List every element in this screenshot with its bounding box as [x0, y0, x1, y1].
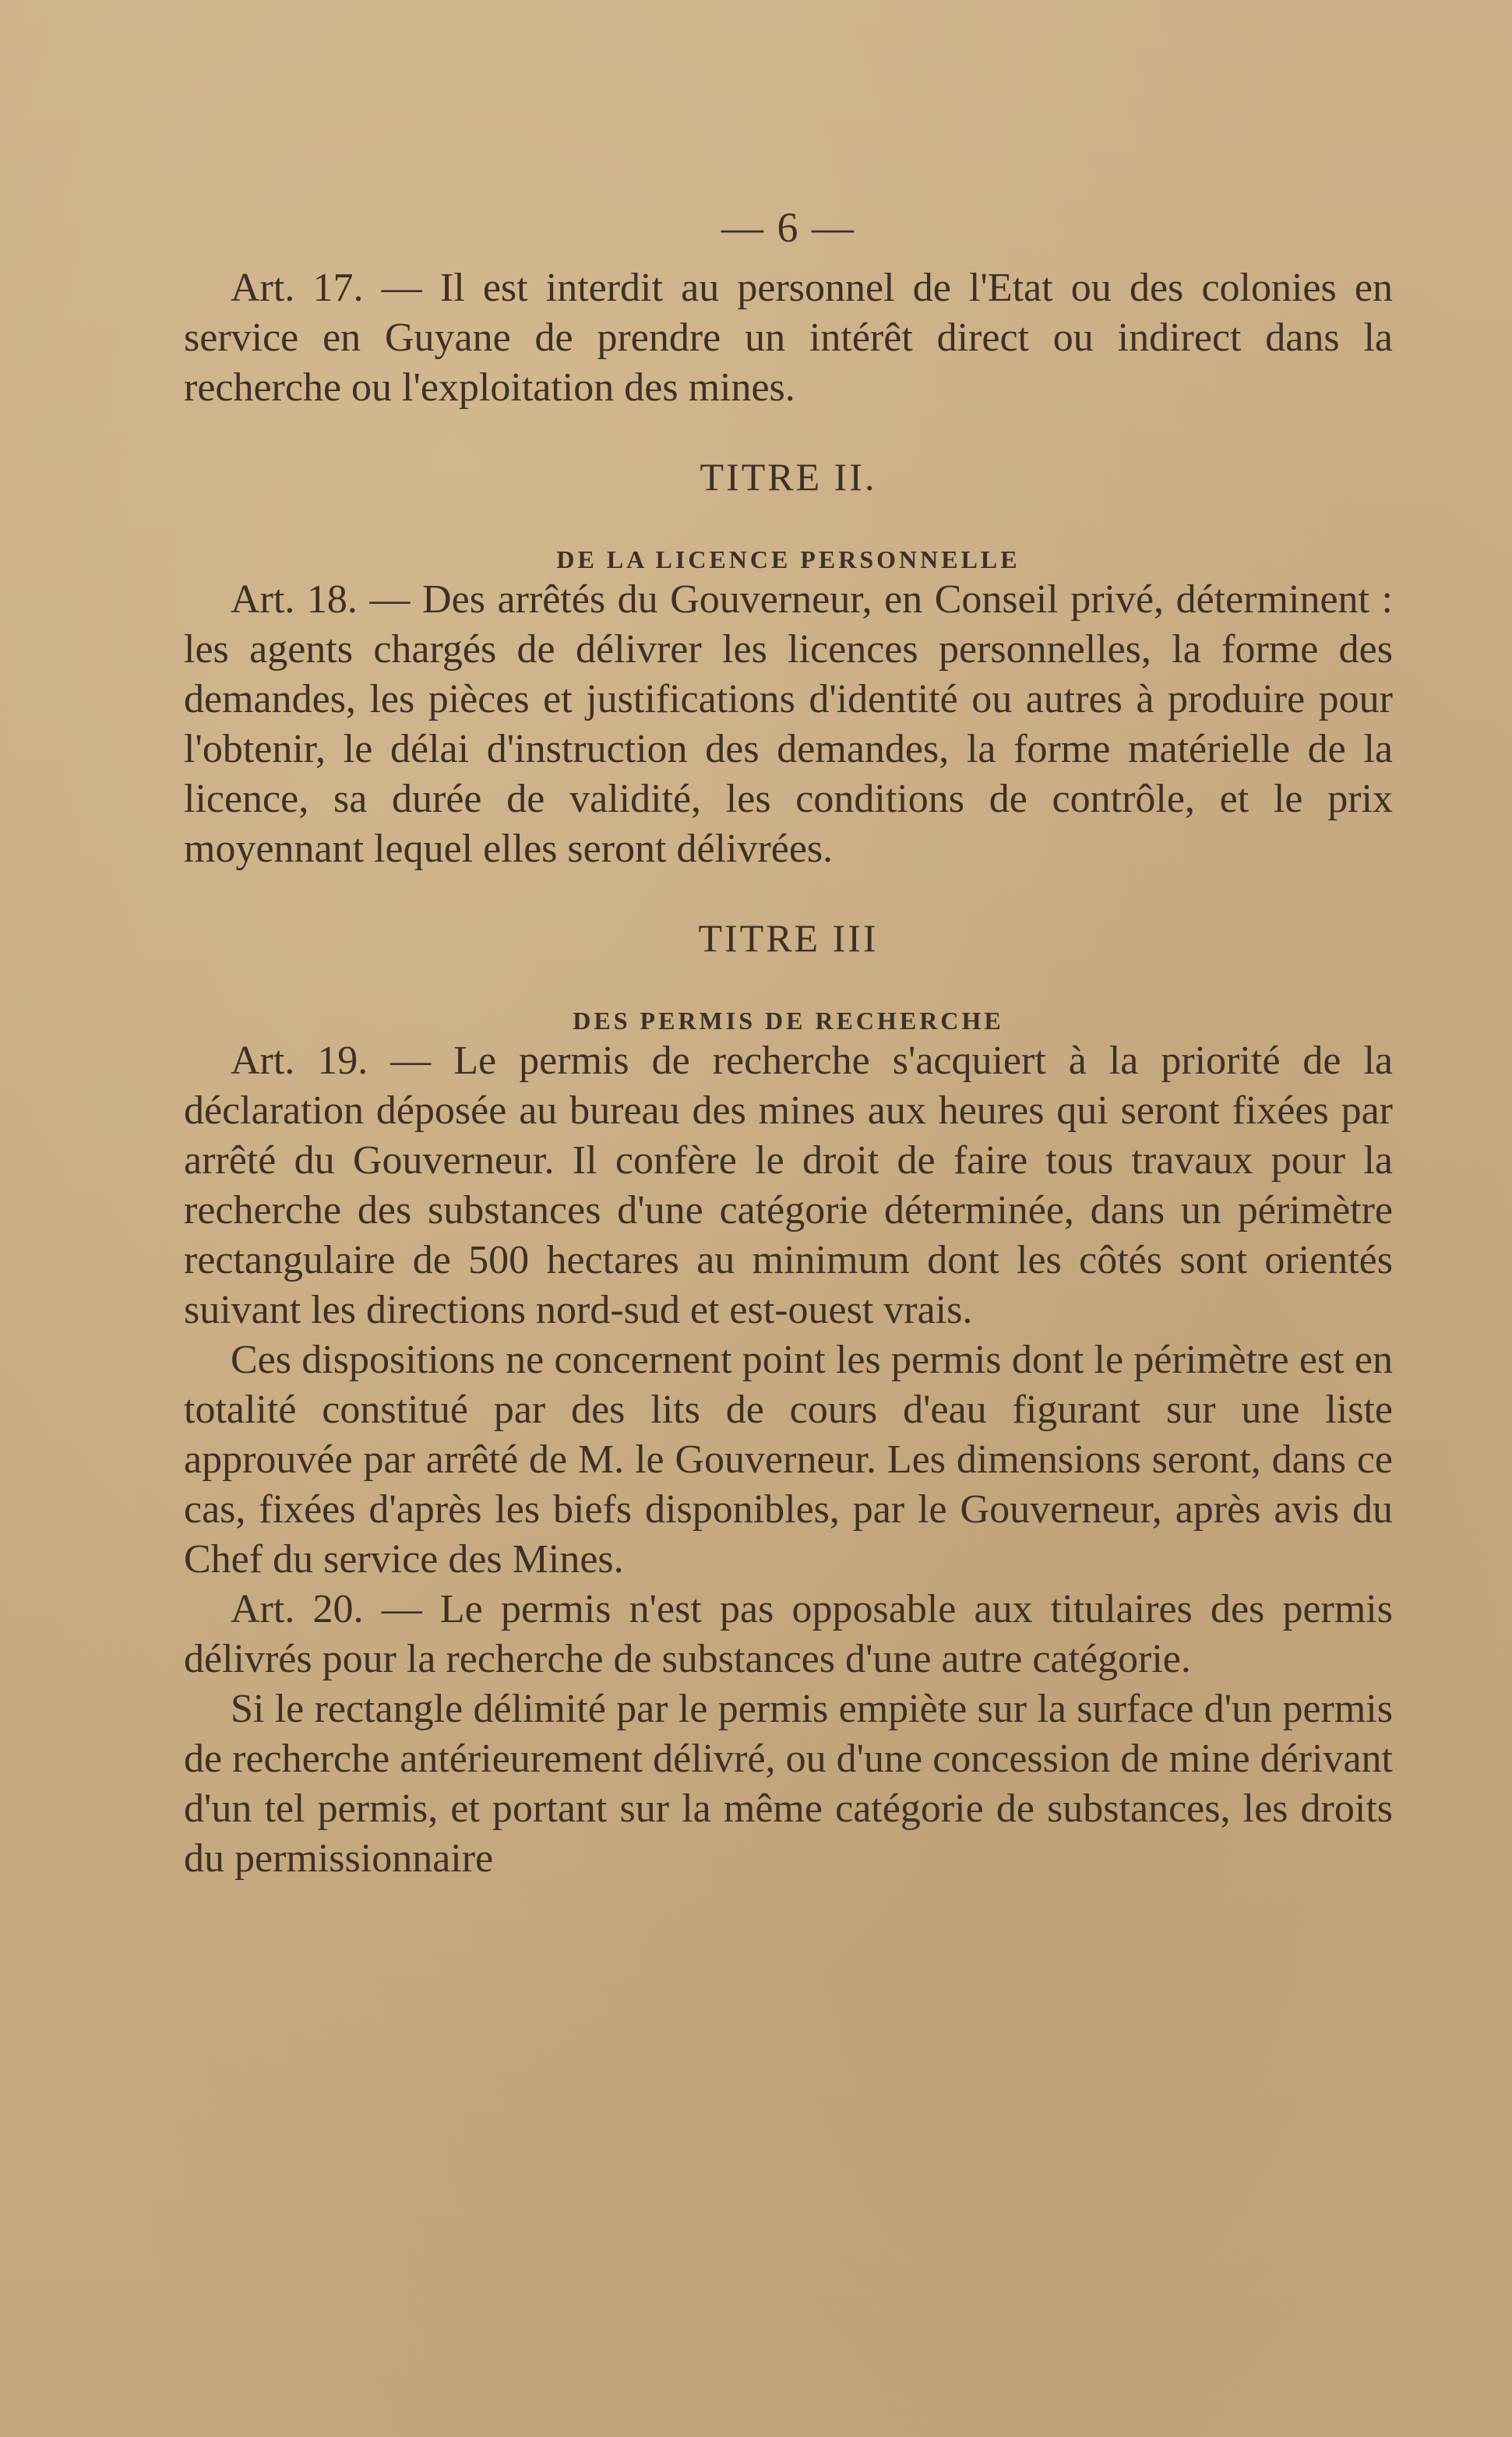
page-number: — 6 —: [721, 204, 855, 251]
article-19: Art. 19. — Le permis de recherche s'acquiert à la priorité de la déclaration déposée au bureau des mines aux heures qui seront fixées par arrêté du Gouverneur. Il confère le droit de faire tous travaux pour la recherche des substances d'une catégorie déterminée, dans un périmètre rectangulaire de 500 hectares au minimum dont les côtés sont orientés suivant les directions nord-sud et est-ouest vrais.: [184, 1039, 1393, 1332]
article-19-paragraph-2: Ces dispositions ne concernent point les permis dont le périmètre est en totalité constitué par des lits de cours d'eau figurant sur une liste approuvée par arrêté de M. le Gouverneur. Les dimensions seront, dans ce cas, fixées d'après les biefs disponibles, par le Gouverneur, après avis du Chef du service des Mines.: [184, 1338, 1393, 1582]
titre-2-subheading: DE LA LICENCE PERSONNELLE: [556, 545, 1020, 573]
titre-2-heading: TITRE II.: [700, 455, 877, 499]
article-18: Art. 18. — Des arrêtés du Gouverneur, en Conseil privé, déterminent : les agents chargés de délivrer les licences personnelles, la forme des demandes, les pièces et justifications d'identité ou autres à produire pour l'obtenir, le délai d'instruction des demandes, la forme matérielle de la licence, sa durée de validité, les conditions de contrôle, et le prix moyennant lequel elles seront délivrées.: [184, 577, 1393, 871]
article-20-paragraph-2: Si le rectangle délimité par le permis empiète sur la surface d'un permis de recherche antérieurement délivré, ou d'une concession de mine dérivant d'un tel permis, et portant sur la même catégorie de substances, les droits du permissionnaire: [184, 1687, 1393, 1881]
titre-3-subheading: DES PERMIS DE RECHERCHE: [573, 1007, 1004, 1035]
article-17: Art. 17. — Il est interdit au personnel de l'Etat ou des colonies en service en Guyane de prendre un intérêt direct ou indirect dans la recherche ou l'exploitation des mines.: [184, 266, 1393, 410]
titre-3-heading: TITRE III: [698, 916, 879, 960]
article-20: Art. 20. — Le permis n'est pas opposable aux titulaires des permis délivrés pour la recherche de substances d'une autre catégorie.: [184, 1587, 1393, 1681]
text-column: [184, 203, 1393, 1884]
